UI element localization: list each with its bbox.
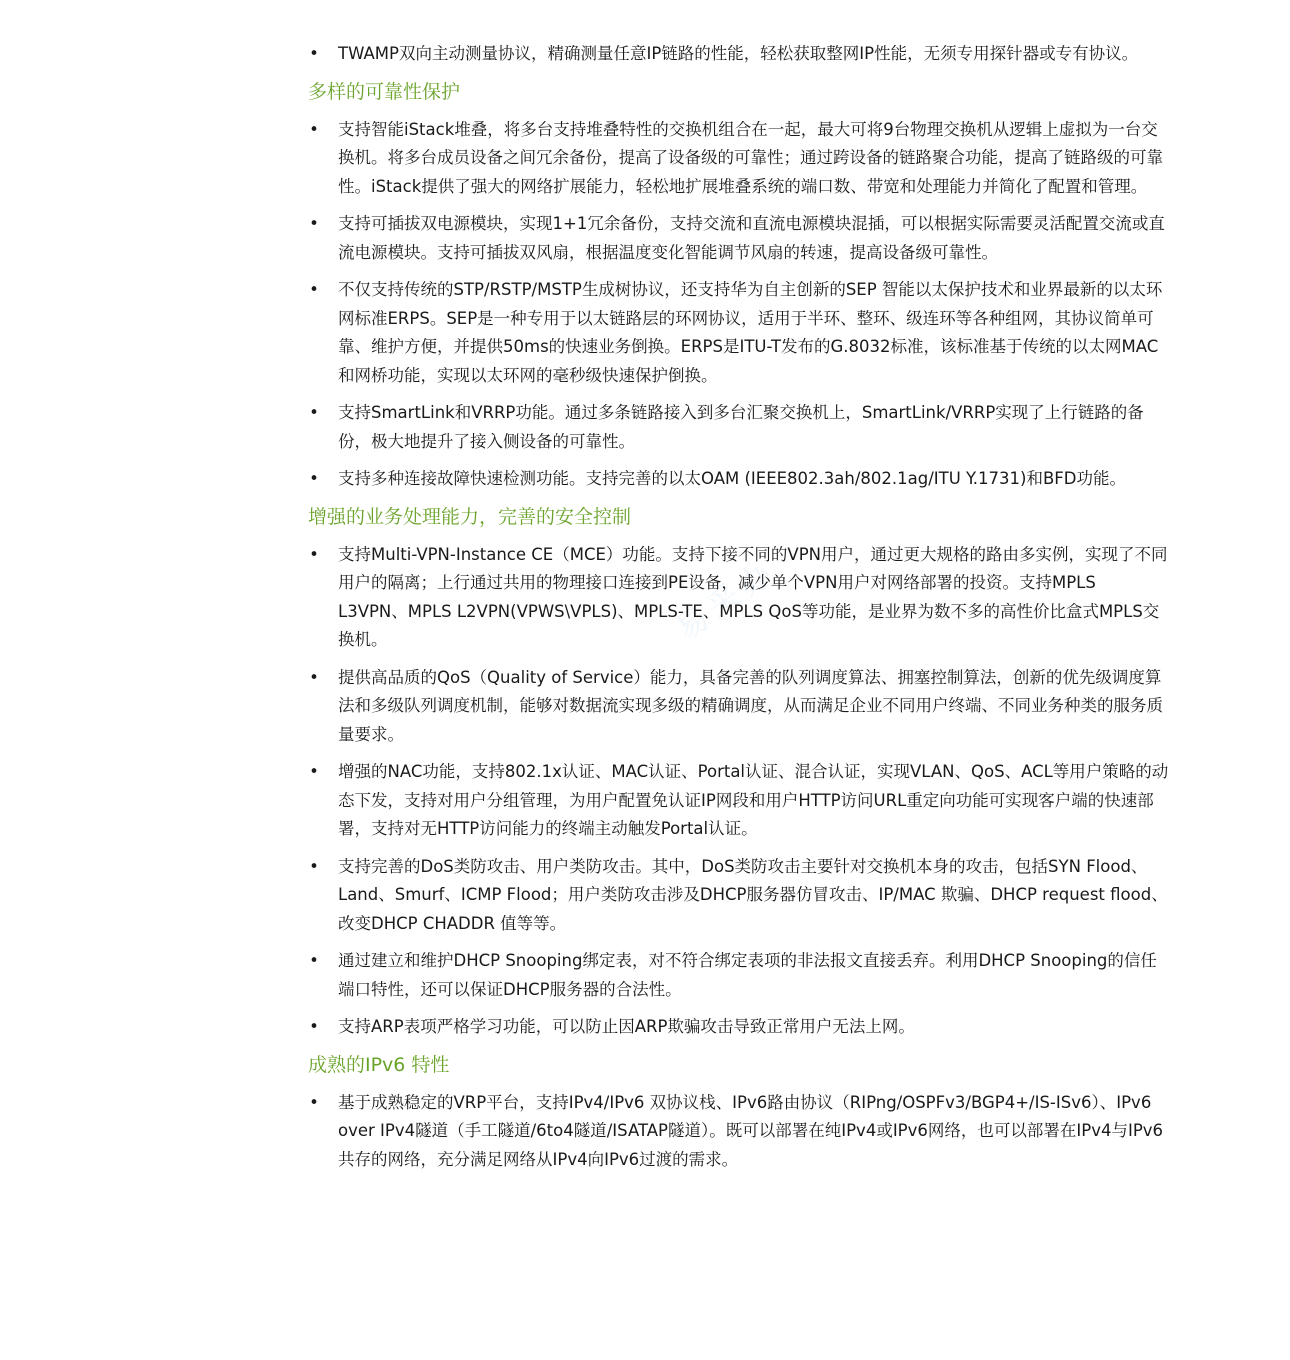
list-item xyxy=(308,758,1170,844)
section-heading: 增强的业务处理能力，完善的安全控制 xyxy=(308,505,632,528)
list-item-text: 增强的NAC功能，支持802.1x认证、MAC认证、Portal认证、混合认证，实现VLAN、QoS、ACL等用户策略的动态下发，支持对用户分组管理，为用户配置免认证IP网段和用户HTTP访问URL重定向功能可实现客户端的快速部署，支持对无HTTP访问能力的终端主动触发Portal认证。 xyxy=(338,762,1169,838)
bullet-icon: • xyxy=(309,403,319,422)
bullet-icon: • xyxy=(309,856,319,876)
list-item xyxy=(308,40,1170,69)
list-item-text: 支持SmartLink和VRRP功能。通过多条链路接入到多台汇聚交换机上，SmartLink/VRRP实现了上行链路的备份，极大地提升了接入侧设备的可靠性。 xyxy=(338,403,1144,451)
section xyxy=(308,40,1170,69)
list-item xyxy=(308,116,1170,202)
list-item-text: 基于成熟稳定的VRP平台，支持IPv4/IPv6 双协议栈、IPv6路由协议（RIPng/OSPFv3/BGP4+/IS-ISv6）、IPv6 over IPv4隧道（手工隧道/6to4隧道/ISATAP隧道）。既可以部署在纯IPv4或IPv6网络，也可以部署在IPv4与IPv6共存的网络，充分满足网络从IPv4向IPv6过渡的需求。 xyxy=(338,1092,1164,1169)
bullet-icon: • xyxy=(309,1092,319,1112)
bullet-icon: • xyxy=(309,544,319,564)
list-item-text: 支持多种连接故障快速检测功能。支持完善的以太OAM (IEEE802.3ah/802.1ag/ITU Y.1731)和BFD功能。 xyxy=(338,469,1126,488)
bullet-icon: • xyxy=(309,951,319,970)
bullet-icon: • xyxy=(309,762,319,781)
list-item xyxy=(308,399,1170,456)
list-item-text: 通过建立和维护DHCP Snooping绑定表，对不符合绑定表项的非法报文直接丢弃。利用DHCP Snooping的信任端口特性，还可以保证DHCP服务器的合法性。 xyxy=(338,951,1157,999)
bullet-list xyxy=(308,541,1170,1042)
bullet-icon: • xyxy=(309,280,319,299)
bullet-list xyxy=(308,116,1170,494)
list-item-text: 支持ARP表项严格学习功能，可以防止因ARP欺骗攻击导致正常用户无法上网。 xyxy=(338,1017,915,1036)
list-item xyxy=(308,465,1170,494)
list-item-text: 提供高品质的QoS（Quality of Service）能力，具备完善的队列调度算法、拥塞控制算法，创新的优先级调度算法和多级队列调度机制，能够对数据流实现多级的精确调度，从而满足企业不同用户终端、不同业务种类的服务质量要求。 xyxy=(338,667,1163,744)
section xyxy=(308,503,1170,1042)
list-item xyxy=(308,541,1170,655)
bullet-icon: • xyxy=(309,214,319,233)
list-item-text: 支持可插拔双电源模块，实现1+1冗余备份，支持交流和直流电源模块混插，可以根据实际需要灵活配置交流或直流电源模块。支持可插拔双风扇，根据温度变化智能调节风扇的转速，提高设备级可靠性。 xyxy=(338,214,1165,262)
list-item xyxy=(308,1013,1170,1042)
list-item-text: TWAMP双向主动测量协议，精确测量任意IP链路的性能，轻松获取整网IP性能，无须专用探针器或专有协议。 xyxy=(338,44,1139,63)
watermark: 易采办 xyxy=(668,551,784,648)
bullet-icon: • xyxy=(309,119,319,139)
list-item xyxy=(308,853,1170,939)
list-item xyxy=(308,1089,1170,1175)
bullet-icon: • xyxy=(309,469,319,488)
list-item xyxy=(308,276,1170,390)
bullet-list xyxy=(308,40,1170,69)
list-item xyxy=(308,210,1170,267)
bullet-icon: • xyxy=(309,44,319,63)
bullet-list xyxy=(308,1089,1170,1175)
section xyxy=(308,1051,1170,1175)
list-item xyxy=(308,947,1170,1004)
list-item-text: 支持Multi-VPN-Instance CE（MCE）功能。支持下接不同的VPN用户，通过更大规格的路由多实例，实现了不同用户的隔离；上行通过共用的物理接口连接到PE设备，减少单个VPN用户对网络部署的投资。支持MPLS L3VPN、MPLS L2VPN(VPWS\VPLS)、MPLS-TE、MPLS QoS等功能，是业界为数不多的高性价比盒式MPLS交换机。 xyxy=(338,544,1168,649)
section-heading: 成熟的IPv6 特性 xyxy=(308,1053,450,1076)
bullet-icon: • xyxy=(309,667,319,687)
bullet-icon: • xyxy=(309,1017,319,1036)
list-item xyxy=(308,664,1170,750)
section xyxy=(308,78,1170,494)
list-item-text: 不仅支持传统的STP/RSTP/MSTP生成树协议，还支持华为自主创新的SEP 智能以太保护技术和业界最新的以太环网标准ERPS。SEP是一种专用于以太链路层的环网协议，适用于半环、整环、级连环等各种组网，其协议简单可靠、维护方便，并提供50ms的快速业务倒换。ERPS是ITU-T发布的G.8032标准，该标准基于传统的以太网MAC和网桥功能，实现以太环网的毫秒级快速保护倒换。 xyxy=(338,280,1163,385)
section-heading: 多样的可靠性保护 xyxy=(308,80,461,103)
list-item-text: 支持完善的DoS类防攻击、用户类防攻击。其中，DoS类防攻击主要针对交换机本身的攻击，包括SYN Flood、Land、Smurf、ICMP Flood；用户类防攻击涉及DHCP服务器仿冒攻击、IP/MAC 欺骗、DHCP request flood、改变DHCP CHADDR 值等等。 xyxy=(338,856,1168,933)
list-item-text: 支持智能iStack堆叠，将多台支持堆叠特性的交换机组合在一起，最大可将9台物理交换机从逻辑上虚拟为一台交换机。将多台成员设备之间冗余备份，提高了设备级的可靠性；通过跨设备的链路聚合功能，提高了链路级的可靠性。iStack提供了强大的网络扩展能力，轻松地扩展堆叠系统的端口数、带宽和处理能力并简化了配置和管理。 xyxy=(338,119,1163,196)
document-page xyxy=(308,40,1170,1183)
